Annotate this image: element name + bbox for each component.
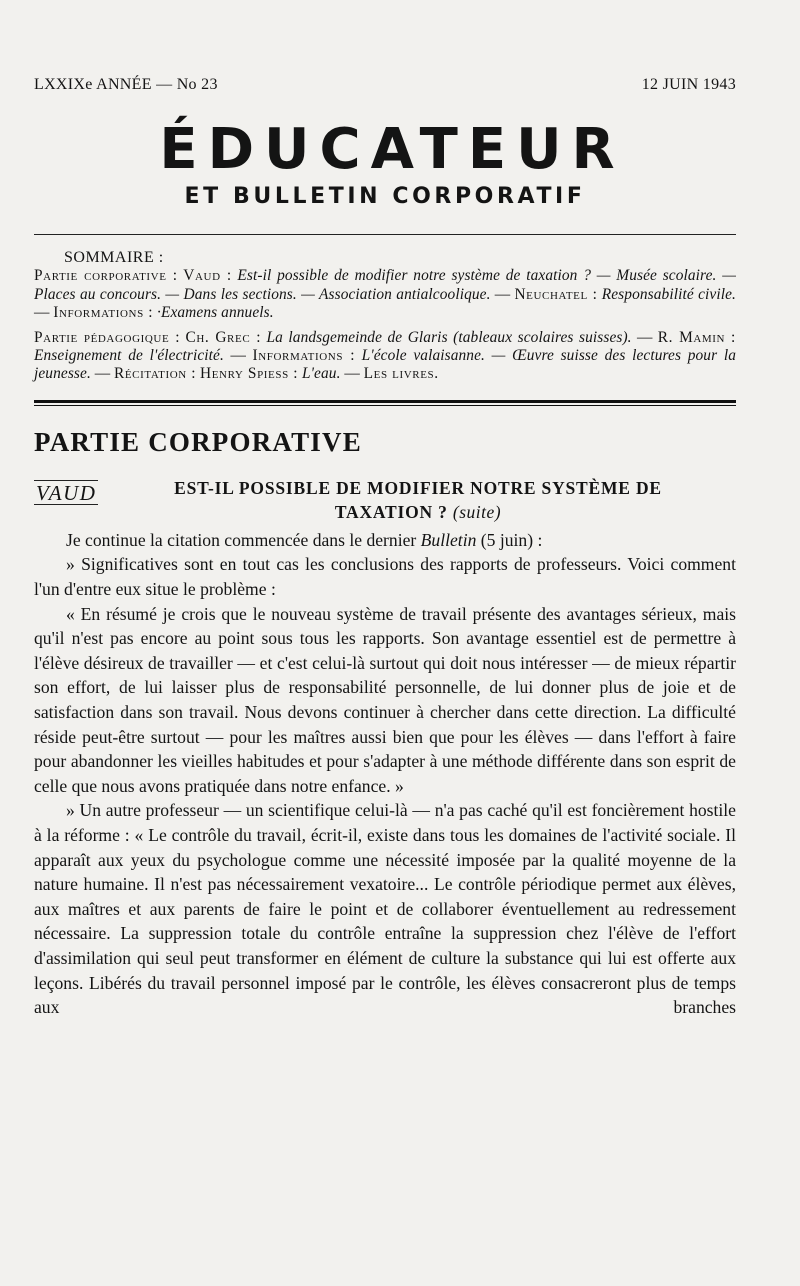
paragraph: « En résumé je crois que le nouveau système de travail présente des avantages sérieux, mais qu'il n'est pas encore au point sous tous les rapports. Son avantage essentiel est de permettre à l'élève désireux de travailler — et c'est celui-là surtout qui doit nous intéresser — de mieux répartir son effort, de lui laisser plus de responsabilité personnelle, de lui donner plus de joie et de satisfaction dans son travail. Nous devons continuer à chercher dans cette direction. La difficulté réside peut-être surtout — pour les maîtres aussi bien que pour les élèves — dans l'effort à faire pour abandonner les vieilles habitudes et pour s'adapter à une méthode différente dans son esprit de celle que nous avons pratiquée dans notre enfance. » [34, 603, 736, 796]
paragraph: » Un autre professeur — un scientifique celui-là — n'a pas caché qu'il est foncièrement hostile à la réforme : « Le contrôle du travail, écrit-il, existe dans tous les domaines de l'activité sociale. Il apparaît aux yeux du psychologue comme une nécessité imposée par la qualité moyenne de la nature humaine. Il n'est pas nécessairement vexatoire... Le contrôle périodique permet aux élèves, aux maîtres et aux parents de faire le point et de collaborer éventuellement au redressement nécessaire. La suppression totale du contrôle entraîne la suppression chez l'élève de l'effort d'assimilation qui seul peut transformer en élément de culture la substance qui lui est offerte aux leçons. Libérés du travail personnel imposé par le contrôle, les élèves consacreront plus de temps aux branches [34, 800, 736, 1018]
toc-section-label: Partie corporative : [34, 267, 178, 285]
toc-section-label: Partie pédagogique : [34, 328, 181, 346]
toc-informations-label: Informations : [252, 347, 356, 365]
header-rule [34, 234, 736, 235]
sommaire-heading: SOMMAIRE : [64, 249, 164, 266]
toc-informations-item: ·Examens annuels. [157, 304, 274, 322]
journal-page [34, 76, 736, 1020]
toc-author-mamin: R. Mamin : [657, 328, 736, 346]
toc-author-spiess: Henry Spiess : [200, 365, 299, 383]
toc-informations-label: Informations : [53, 304, 154, 322]
bulletin-title: Bulletin [420, 529, 477, 550]
canton-label: VAUD [36, 480, 97, 505]
article-headline [130, 476, 706, 524]
article-header [34, 476, 736, 526]
masthead-title: ÉDUCATEUR [159, 117, 625, 182]
toc-informations-item: L'école valaisanne. — Œuvre suisse des lectures pour la jeunesse. [34, 347, 737, 383]
toc-grec-item: La landsgemeinde de Glaris (tableaux scolaires suisses). [266, 328, 632, 346]
toc-canton-neuchatel: Neuchatel : [514, 285, 598, 303]
paragraph: Je continue la citation commencée dans le dernier Bulletin (5 juin) : [66, 529, 543, 550]
toc-vaud-items: Est-il possible de modifier notre système de taxation ? — Musée scolaire. — Places au concours. — Dans les sections. — Association antialcoolique. [34, 267, 736, 303]
toc-livres: Les livres. [363, 365, 439, 383]
section-title: PARTIE CORPORATIVE [34, 426, 362, 457]
masthead-subtitle: ET BULLETIN CORPORATIF [184, 184, 586, 209]
toc-double-rule [34, 400, 736, 406]
paragraph: » Significatives sont en tout cas les conclusions des rapports de professeurs. Voici comment l'un d'entre eux situe le problème : [34, 554, 736, 600]
toc-canton-vaud: Vaud : [183, 267, 232, 285]
toc-mamin-item: Enseignement de l'électricité. [34, 347, 224, 365]
toc-author-grec: Ch. Grec : [185, 328, 262, 346]
table-of-contents [34, 249, 736, 384]
toc-recitation-label: Récitation : [114, 365, 197, 383]
toc-neuchatel-item: Responsabilité civile. [601, 285, 736, 303]
toc-partie-pedagogique: Partie pédagogique : Ch. Grec : La landsgemeinde de Glaris (tableaux scolaires suisses). — R. Mamin : Enseignement de l'électricité. — Informations : L'école valaisanne. — Œuvre suisse des lectures pour la jeunesse. — Récitation : Henry Spiess : L'eau. — Les livres. [34, 328, 737, 383]
toc-partie-corporative: Partie corporative : Vaud : Est-il possible de modifier notre système de taxation ? — Musée scolaire. — Places au concours. — Dans les sections. — Association antialcoolique. — Neuchatel : Responsabilité civile. — Informations : ·Examens annuels. [34, 267, 736, 322]
issue-date: 12 JUIN 1943 [641, 76, 736, 93]
headline-text: EST-IL POSSIBLE DE MODIFIER NOTRE SYSTÈME DE TAXATION ? [174, 477, 662, 522]
article-body [34, 528, 736, 1020]
issue-header [34, 76, 736, 98]
toc-spiess-item: L'eau. [302, 365, 341, 383]
issue-number: LXXIXe ANNÉE — No 23 [34, 76, 218, 93]
headline-suite: (suite) [452, 501, 502, 522]
